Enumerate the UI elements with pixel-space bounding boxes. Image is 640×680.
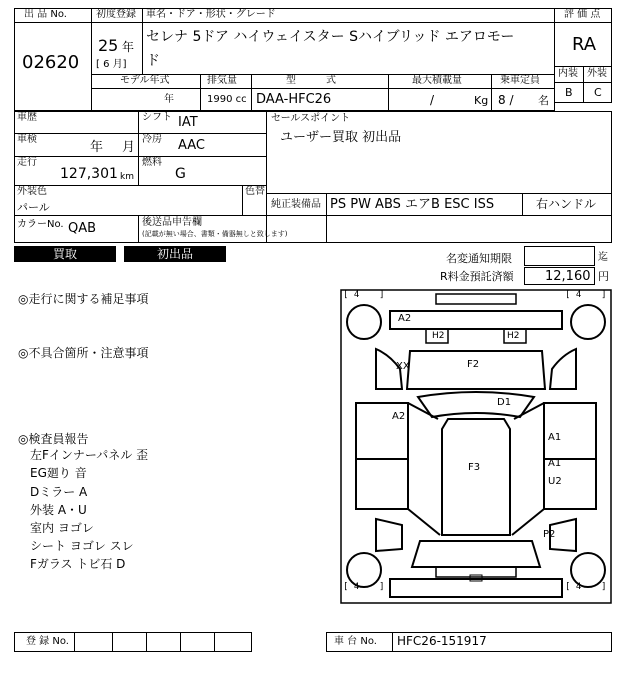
- car-name-label: 車名・ドア・形状・グレード: [146, 9, 276, 20]
- rule: [91, 22, 555, 23]
- name-change-label: 名変通知期限: [446, 252, 512, 265]
- list-item: シート ヨゴレ スレ: [30, 539, 134, 553]
- rule: [138, 111, 139, 185]
- rule: [180, 632, 181, 652]
- rule: [14, 185, 266, 186]
- capacity-label: 乗車定員: [500, 75, 540, 86]
- fuel-value: G: [175, 166, 186, 182]
- tire-rear-right: [ 4 ]: [565, 582, 607, 592]
- mileage-unit: km: [120, 172, 134, 182]
- tire-front-left: [ 4 ]: [343, 290, 385, 300]
- inspector-label: ◎検査員報告: [18, 432, 89, 446]
- car-diagram: [340, 289, 612, 604]
- list-item: 室内 ヨゴレ: [30, 521, 94, 535]
- mark-f2: F2: [467, 359, 480, 370]
- lot-label: 出 品 No.: [24, 9, 67, 20]
- exterior-grade: C: [594, 86, 602, 99]
- rule: [74, 632, 75, 652]
- rule: [200, 74, 201, 111]
- max-load-slash: /: [430, 93, 435, 107]
- recycle-unit: 円: [598, 270, 609, 283]
- rule: [138, 215, 139, 243]
- rule: [392, 632, 393, 652]
- list-item: Fガラス トビ石 D: [30, 557, 126, 571]
- rule: [522, 193, 523, 215]
- rule: [554, 22, 612, 23]
- rule: [388, 74, 389, 111]
- sales-point-value: ユーザー買取 初出品: [280, 130, 402, 145]
- interior-grade: B: [565, 86, 573, 99]
- color-change-label: 色替: [245, 186, 265, 197]
- history-label: 車歴: [17, 112, 37, 123]
- mark-d1: D1: [497, 397, 512, 408]
- rule: [266, 193, 612, 194]
- tire-rear-left: [ 4 ]: [343, 582, 385, 592]
- shift-label: シフト: [142, 112, 172, 123]
- list-item: Dミラー A: [30, 485, 88, 499]
- model-year-label: モデル年式: [120, 75, 170, 86]
- color-no-value: QAB: [68, 221, 97, 236]
- car-name-line2: ド: [146, 53, 160, 69]
- inspection-year: 年: [90, 140, 104, 155]
- rule: [14, 215, 612, 216]
- ac-label: 冷房: [142, 134, 162, 145]
- lot-number: 02620: [22, 52, 80, 73]
- inspection-month: 月: [122, 140, 136, 155]
- rule: [266, 111, 267, 243]
- displacement-value: 1990 cc: [207, 94, 247, 105]
- rule: [14, 133, 266, 134]
- type-value: DAA-HFC26: [256, 92, 332, 107]
- rule: [91, 88, 555, 89]
- fuel-label: 燃料: [142, 157, 162, 168]
- type-label: 型 式: [286, 75, 336, 86]
- mark-u2: U2: [548, 476, 562, 487]
- list-item: EG廻り 音: [30, 466, 87, 480]
- rule: [491, 74, 492, 111]
- defects-label: ◎不具合箇所・注意事項: [18, 346, 149, 360]
- mark-a1-lower: A1: [548, 458, 562, 469]
- reg-no-label: 登 録 No.: [26, 636, 69, 647]
- first-reg-month: [ 6 月]: [96, 59, 127, 70]
- displacement-label: 排気量: [207, 75, 237, 86]
- driving-notes-label: ◎走行に関する補足事項: [18, 292, 149, 306]
- color-value: パール: [17, 201, 50, 214]
- name-change-box: [524, 246, 595, 266]
- handle-value: 右ハンドル: [536, 197, 597, 211]
- capacity-unit: 名: [538, 94, 549, 107]
- color-no-label: カラーNo.: [17, 219, 64, 230]
- mark-p2: P2: [543, 529, 556, 540]
- ac-value: AAC: [178, 138, 205, 153]
- max-load-unit: Kg: [474, 94, 489, 107]
- tire-front-right: [ 4 ]: [565, 290, 607, 300]
- grade-value: RA: [572, 34, 597, 55]
- chassis-label: 車 台 No.: [334, 636, 377, 647]
- mark-h2-right: H2: [507, 331, 520, 341]
- chassis-value: HFC26-151917: [397, 634, 487, 648]
- rule: [326, 193, 327, 243]
- rule: [14, 156, 266, 157]
- rule: [142, 8, 143, 74]
- max-load-label: 最大積載量: [412, 75, 462, 86]
- sales-point-label: セールスポイント: [271, 113, 351, 124]
- rule: [112, 632, 113, 652]
- equipment-label: 純正装備品: [271, 199, 321, 210]
- equipment-value: PS PW ABS エアB ESC ISS: [330, 197, 495, 212]
- mark-a2-left: A2: [392, 411, 406, 422]
- mark-a2-bumper: A2: [398, 313, 412, 324]
- rule: [146, 632, 147, 652]
- list-item: 左Fインナーパネル 歪: [30, 448, 149, 462]
- first-reg-label: 初度登録: [96, 9, 136, 20]
- interior-label: 内装: [558, 68, 578, 79]
- recycle-label: R料金預託済額: [440, 270, 514, 283]
- tag-kaitori: 買取: [14, 246, 116, 262]
- color-label: 外装色: [17, 186, 47, 197]
- capacity-value: 8 /: [498, 93, 514, 107]
- after-parts-label: 後送品申告欄: [142, 217, 202, 228]
- tag-first-listing: 初出品: [124, 246, 226, 262]
- first-reg-year: 25: [98, 36, 119, 55]
- rule: [583, 66, 584, 103]
- rule: [214, 632, 215, 652]
- name-change-unit: 迄: [598, 252, 608, 263]
- mark-f3: F3: [468, 462, 481, 473]
- mileage-value: 127,301: [60, 166, 118, 182]
- rule: [251, 74, 252, 111]
- after-parts-note: (記載が無い場合、書類・備器無しと致します): [142, 230, 288, 238]
- year-unit: 年: [122, 40, 135, 54]
- mark-h2-left: H2: [432, 331, 445, 341]
- recycle-value: 12,160: [545, 269, 591, 284]
- grade-label: 評 価 点: [564, 9, 601, 20]
- shift-value: IAT: [178, 115, 198, 130]
- rule: [242, 185, 243, 215]
- rule: [14, 22, 92, 23]
- list-item: 外装 A・U: [30, 503, 87, 517]
- exterior-label: 外装: [587, 68, 607, 79]
- model-year-unit: 年: [164, 94, 174, 105]
- mileage-label: 走行: [17, 157, 37, 168]
- mark-a1-upper: A1: [548, 432, 562, 443]
- mark-xx: XX: [396, 361, 410, 372]
- car-name-line1: セレナ 5ドア ハイウェイスター Sハイブリッド エアロモー: [146, 29, 515, 45]
- inspection-label: 車検: [17, 134, 37, 145]
